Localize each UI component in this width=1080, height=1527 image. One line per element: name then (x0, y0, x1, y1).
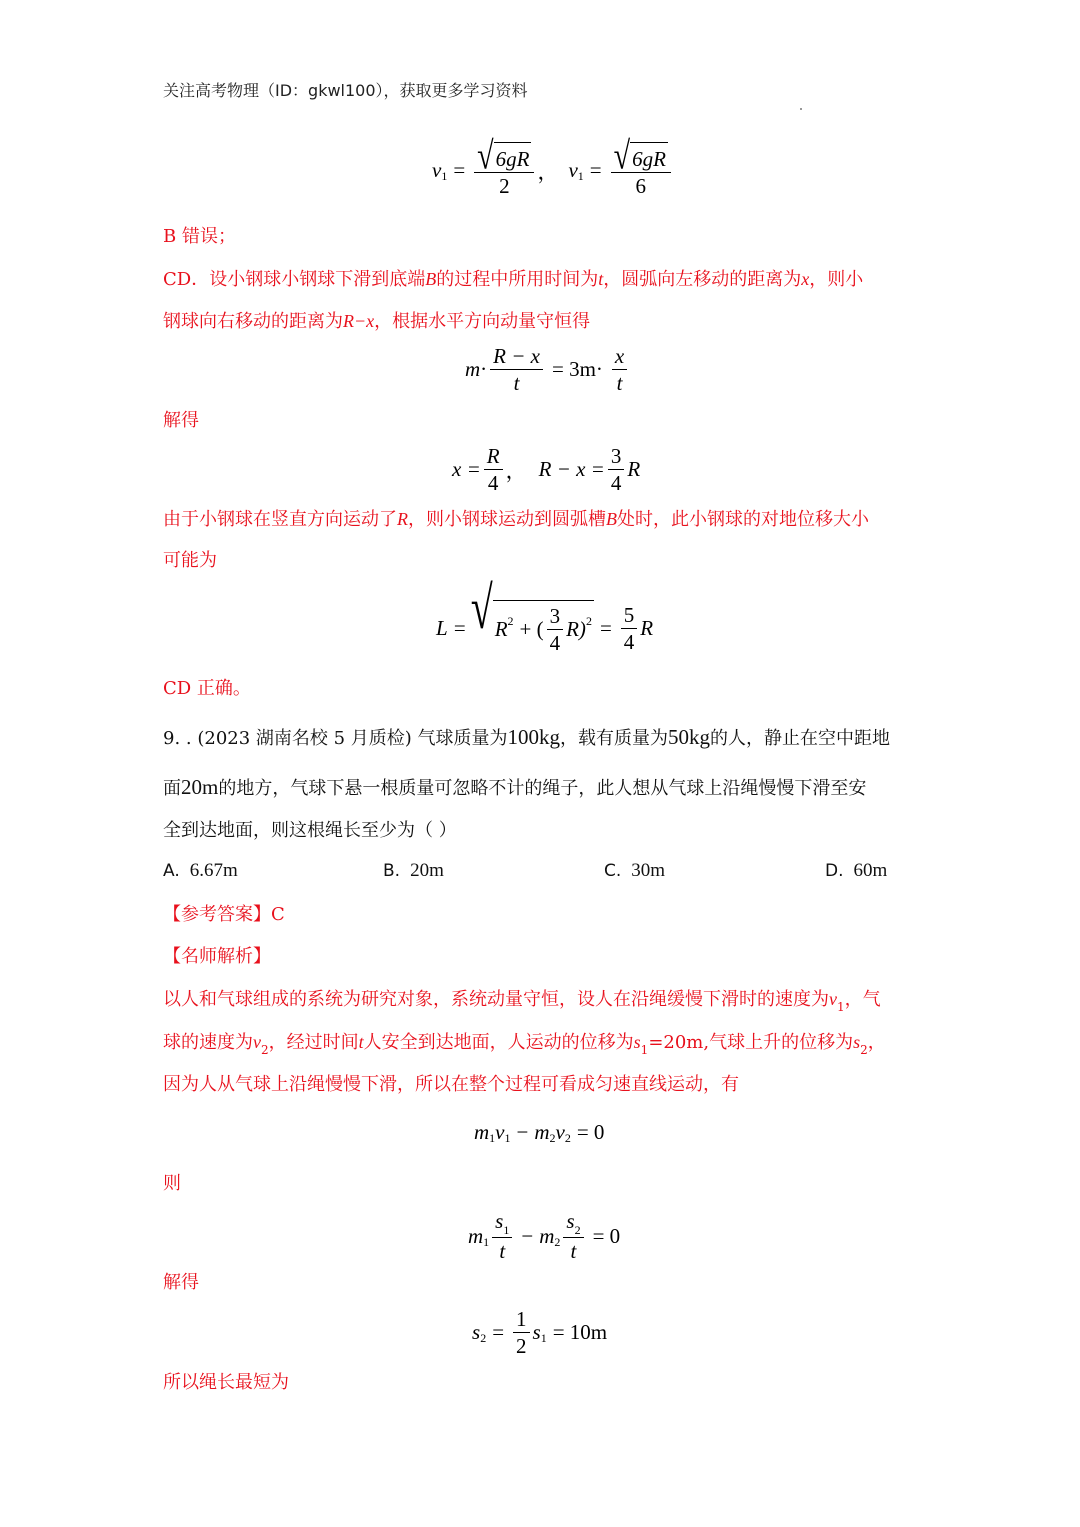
answer-text: 【参考答案】C (163, 904, 285, 925)
eq-symbol: R (640, 615, 654, 640)
jiede-label-2: 解得 (163, 1272, 199, 1293)
option-d[interactable]: D. 60m (825, 860, 888, 881)
option-b[interactable]: B. 20m (383, 860, 444, 881)
eq-numerator: R − x (490, 343, 543, 370)
cd-intro-line2: 钢球向右移动的距离为R−x，根据水平方向动量守恒得 (163, 311, 591, 332)
fraction: √ 6gR 6 (611, 142, 671, 199)
equation-v1: v 1 = √ 6gR 2 ， v 1 = √ 6gR 6 (432, 142, 674, 199)
fraction: $\frac{5}{4}$ (621, 602, 638, 655)
eq-numerator: R (484, 443, 503, 470)
decorative-dot (800, 108, 802, 110)
fraction (490, 343, 543, 396)
last-line: 所以绳长最短为 (163, 1372, 289, 1393)
analysis-line3: 因为人从气球上沿绳慢慢下滑，所以在整个过程可看成匀速直线运动，有 (163, 1074, 739, 1095)
question-9-line1: 9. . (2023 湖南名校 5 月质检) 气球质量为100kg，载有质量为50kg的人，静止在空中距地 (163, 725, 891, 749)
b-wrong-text: B 错误； (163, 226, 236, 247)
eq-lhs: R − x = (538, 457, 605, 481)
eq-numerator: x (612, 343, 627, 370)
fraction (612, 343, 627, 396)
ze-label: 则 (163, 1173, 181, 1194)
eq-symbol: m (465, 357, 481, 381)
eq-symbol: R (627, 457, 641, 481)
eq-denominator: 6 (635, 174, 647, 198)
analysis-line2: 球的速度为$v_2$，经过时间t人安全到达地面，人运动的位移为$s_1=20m$,气球上升的位移为$s_2$， (163, 1032, 886, 1057)
option-a[interactable]: A. 6.67m (163, 860, 238, 881)
equation-ms: m 1 $\frac{s_1}{t}$ − m 2 $\frac{s_2}{t}$ = 0 (468, 1209, 621, 1263)
eq-denominator: 4 (610, 471, 622, 495)
eq-radicand: 6gR (495, 146, 530, 171)
eq-radicand: 6gR (632, 146, 666, 171)
eq-lhs: x = (452, 457, 481, 481)
eq-denominator: 4 (487, 471, 499, 495)
question-9-line2: 面20m的地方，气球下悬一根质量可忽略不计的绳子，此人想从气球上沿绳慢慢下滑至安 (163, 775, 867, 799)
analysis-line1: 以人和气球组成的系统为研究对象，系统动量守恒，设人在沿绳缓慢下滑时的速度为$v_1$，气 (163, 989, 881, 1014)
option-c[interactable]: C. 30m (604, 860, 666, 881)
eq-denominator: t (513, 371, 520, 395)
eq-rhs: = 3m· (552, 357, 603, 381)
fraction: √ 6gR 2 (474, 142, 534, 199)
eq-denominator: 2 (499, 174, 510, 198)
equation-momentum: m · $\frac{R - x}{t}$ = 3m· $\frac{x}{t}$ (465, 343, 630, 396)
eq-symbol: v (568, 158, 578, 182)
eq-equals: = (599, 615, 612, 640)
fraction (484, 443, 503, 496)
equation-mv: m 1 v 1 − m 2 v 2 = 0 (474, 1120, 605, 1145)
eq-subscript: 1 (441, 169, 448, 183)
vertical-motion-line1: 由于小钢球在竖直方向运动了R，则小钢球运动到圆弧槽B处时，此小钢球的对地位移大小 (163, 509, 869, 530)
sqrt: √ R 2 + ( $\frac{3}{4}$ R) 2 (470, 574, 592, 655)
equation-x (452, 443, 640, 496)
eq-lhs: L = (436, 615, 467, 640)
cd-correct-text: CD 正确。 (163, 678, 251, 699)
question-9-line3: 全到达地面，则这根绳长至少为（ ） (163, 820, 457, 841)
fraction (608, 443, 625, 496)
eq-symbol: v (432, 158, 442, 182)
vertical-motion-line2: 可能为 (163, 550, 217, 571)
eq-denominator: t (616, 371, 623, 395)
eq-separator: ， (505, 458, 527, 483)
eq-separator: ， (537, 159, 559, 184)
cd-intro-line1: CD．设小钢球小钢球下滑到底端B的过程中所用时间为t，圆弧向左移动的距离为x，则小 (163, 269, 864, 290)
equation-s2: s 2 = $\frac{1}{2}$ s 1 = 10m (472, 1307, 608, 1358)
eq-numerator: 3 (608, 443, 625, 470)
analysis-title: 【名师解析】 (163, 946, 271, 967)
equation-L (436, 574, 654, 656)
eq-subscript: 1 (577, 169, 584, 183)
jiede-label-1: 解得 (163, 410, 199, 431)
page-header: 关注高考物理（ID：gkwl100），获取更多学习资料 (163, 81, 528, 100)
